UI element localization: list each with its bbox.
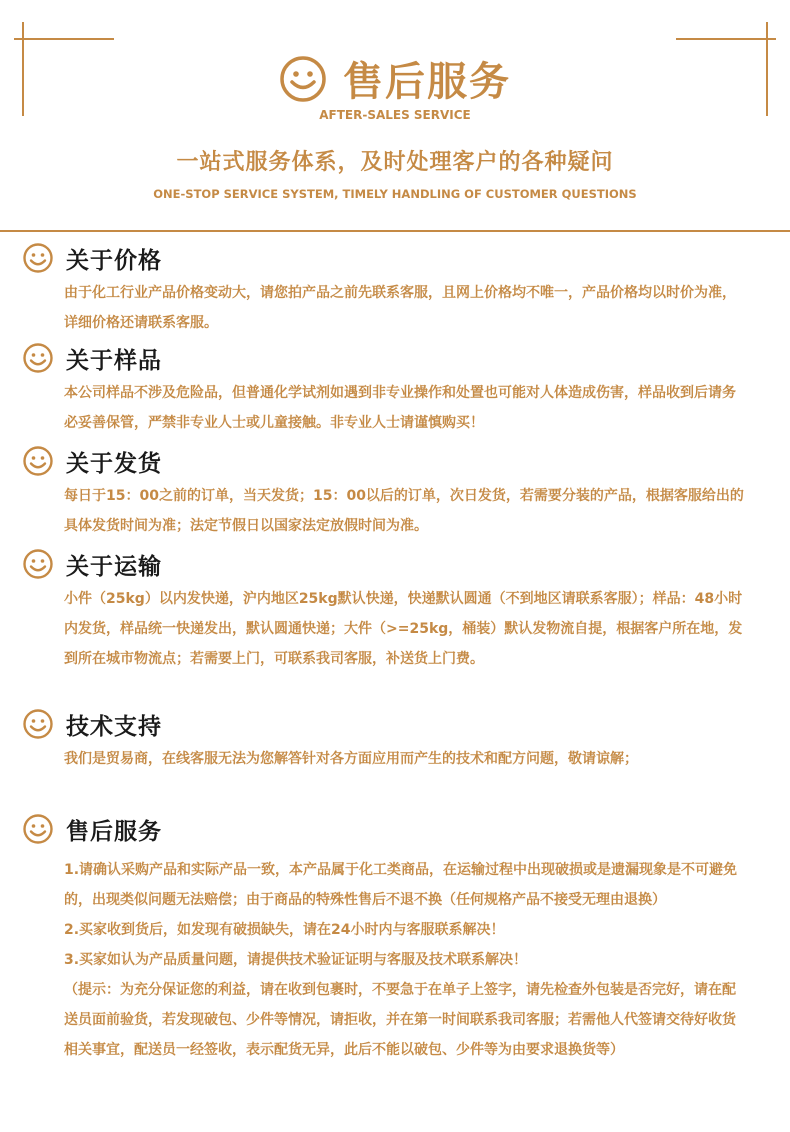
section-title: 关于价格 xyxy=(66,247,162,274)
header-divider xyxy=(0,230,790,232)
section-title: 技术支持 xyxy=(66,713,162,740)
section-body xyxy=(64,584,744,674)
section-body xyxy=(64,481,744,541)
section-after-sales xyxy=(22,811,742,1065)
section-title: 关于样品 xyxy=(66,347,162,374)
page-subtitle-en: ONE-STOP SERVICE SYSTEM, TIMELY HANDLING OF CUSTOMER QUESTIONS xyxy=(153,187,637,201)
page-title-en: AFTER-SALES SERVICE xyxy=(319,108,471,122)
page-subtitle: 一站式服务体系，及时处理客户的各种疑问 xyxy=(176,150,614,175)
section-paragraph: 本公司样品不涉及危险品，但普通化学试剂如遇到非专业操作和处置也可能对人体造成伤害，样品收到后请务必妥善保管，严禁非专业人士或儿童接触。非专业人士请谨慎购买！ xyxy=(64,385,736,431)
smiley-face-icon xyxy=(22,548,54,580)
section-tech-support xyxy=(22,706,742,774)
section-samples xyxy=(22,340,742,438)
page-title: 售后服务 xyxy=(343,59,511,105)
section-title: 关于运输 xyxy=(66,553,162,580)
page-header xyxy=(0,0,790,232)
smiley-face-icon xyxy=(22,445,54,477)
section-paragraph: （提示：为充分保证您的利益，请在收到包裹时，不要急于在单子上签字，请先检查外包装是否完好，请在配送员面前验货，若发现破包、少件等情况，请拒收，并在第一时间联系我司客服；若需他人代签请交待好收货相关事宜，配送员一经签收，表示配货无异，此后不能以破包、少件等为由要求退换货等） xyxy=(64,982,736,1058)
section-paragraph: 3.买家如认为产品质量问题，请提供技术验证证明与客服及技术联系解决！ xyxy=(64,952,528,968)
section-body xyxy=(64,278,744,338)
smiley-face-icon xyxy=(279,55,327,103)
section-paragraph: 1.请确认采购产品和实际产品一致，本产品属于化工类商品，在运输过程中出现破损或是遗漏现象是不可避免的，出现类似问题无法赔偿；由于商品的特殊性售后不退不换（任何规格产品不接受无理由退换） xyxy=(64,862,738,908)
section-body xyxy=(64,378,744,438)
section-body xyxy=(64,744,744,774)
section-transport xyxy=(22,546,742,674)
section-body xyxy=(64,855,744,1065)
section-title: 关于发货 xyxy=(66,450,162,477)
section-paragraph: 小件（25kg）以内发快递，沪内地区25kg默认快递，快递默认圆通（不到地区请联系客服）；样品：48小时内发货，样品统一快递发出，默认圆通快递；大件（>=25kg，桶装）默认发物流自提，根据客户所在地，发到所在城市物流点；若需要上门，可联系我司客服，补送货上门费。 xyxy=(64,591,743,667)
section-paragraph: 由于化工行业产品价格变动大，请您拍产品之前先联系客服，且网上价格均不唯一，产品价格均以时价为准，详细价格还请联系客服。 xyxy=(64,285,736,331)
section-paragraph: 我们是贸易商，在线客服无法为您解答针对各方面应用而产生的技术和配方问题，敬请谅解； xyxy=(64,751,638,767)
section-price xyxy=(22,240,742,338)
smiley-face-icon xyxy=(22,813,54,845)
section-shipping xyxy=(22,443,742,541)
smiley-face-icon xyxy=(22,342,54,374)
section-paragraph: 2.买家收到货后，如发现有破损缺失，请在24小时内与客服联系解决！ xyxy=(64,922,505,938)
smiley-face-icon xyxy=(22,242,54,274)
smiley-face-icon xyxy=(22,708,54,740)
section-title: 售后服务 xyxy=(66,818,162,845)
section-paragraph: 每日于15：00之前的订单，当天发货；15：00以后的订单，次日发货，若需要分装的产品，根据客服给出的具体发货时间为准；法定节假日以国家法定放假时间为准。 xyxy=(64,488,744,534)
